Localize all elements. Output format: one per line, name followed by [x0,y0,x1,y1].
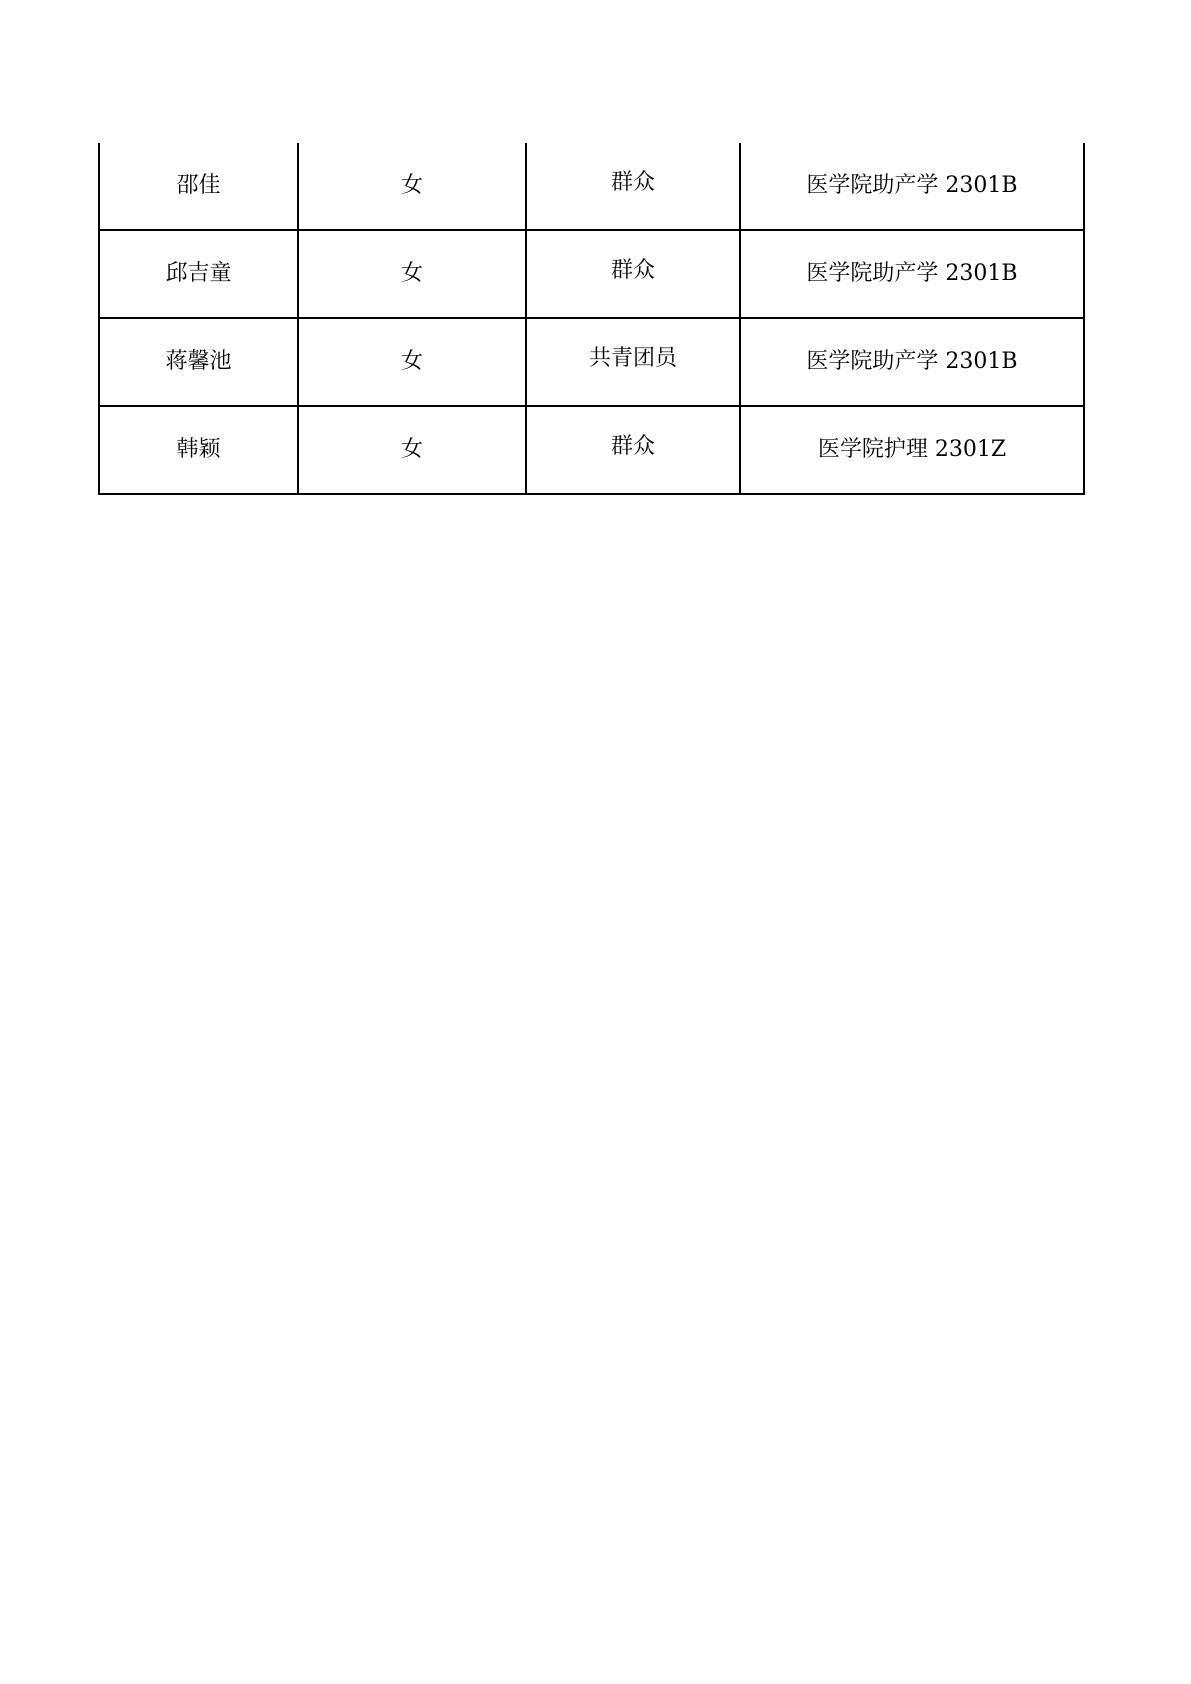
class-cell [740,143,1084,230]
class-text: 医学院助产学 2301B [806,261,1018,286]
gender-cell [298,143,526,230]
name-cell [99,318,298,406]
name-cell [99,143,298,230]
table-row [99,318,1084,406]
gender-text: 女 [400,349,423,374]
class-cell [740,406,1084,494]
table-row [99,143,1084,230]
name-text: 蒋馨池 [165,349,232,374]
table-row [99,406,1084,494]
gender-cell [298,230,526,318]
gender-cell [298,406,526,494]
political-status-text: 群众 [610,170,655,195]
roster-table [98,143,1085,495]
gender-text: 女 [400,261,423,286]
political-status-text: 群众 [610,434,655,459]
political-status-cell [526,143,740,230]
class-text: 医学院助产学 2301B [806,349,1018,374]
class-cell [740,318,1084,406]
gender-text: 女 [400,173,423,198]
table-row [99,230,1084,318]
name-cell [99,230,298,318]
gender-text: 女 [400,437,423,462]
class-text: 医学院助产学 2301B [806,173,1018,198]
political-status-text: 共青团员 [588,346,677,371]
name-cell [99,406,298,494]
political-status-cell [526,318,740,406]
political-status-text: 群众 [610,258,655,283]
political-status-cell [526,406,740,494]
class-cell [740,230,1084,318]
gender-cell [298,318,526,406]
name-text: 邱吉童 [165,261,232,286]
roster-table-container [98,143,1083,495]
class-text: 医学院护理 2301Z [817,437,1007,462]
political-status-cell [526,230,740,318]
name-text: 邵佳 [176,173,221,198]
name-text: 韩颖 [176,437,221,462]
